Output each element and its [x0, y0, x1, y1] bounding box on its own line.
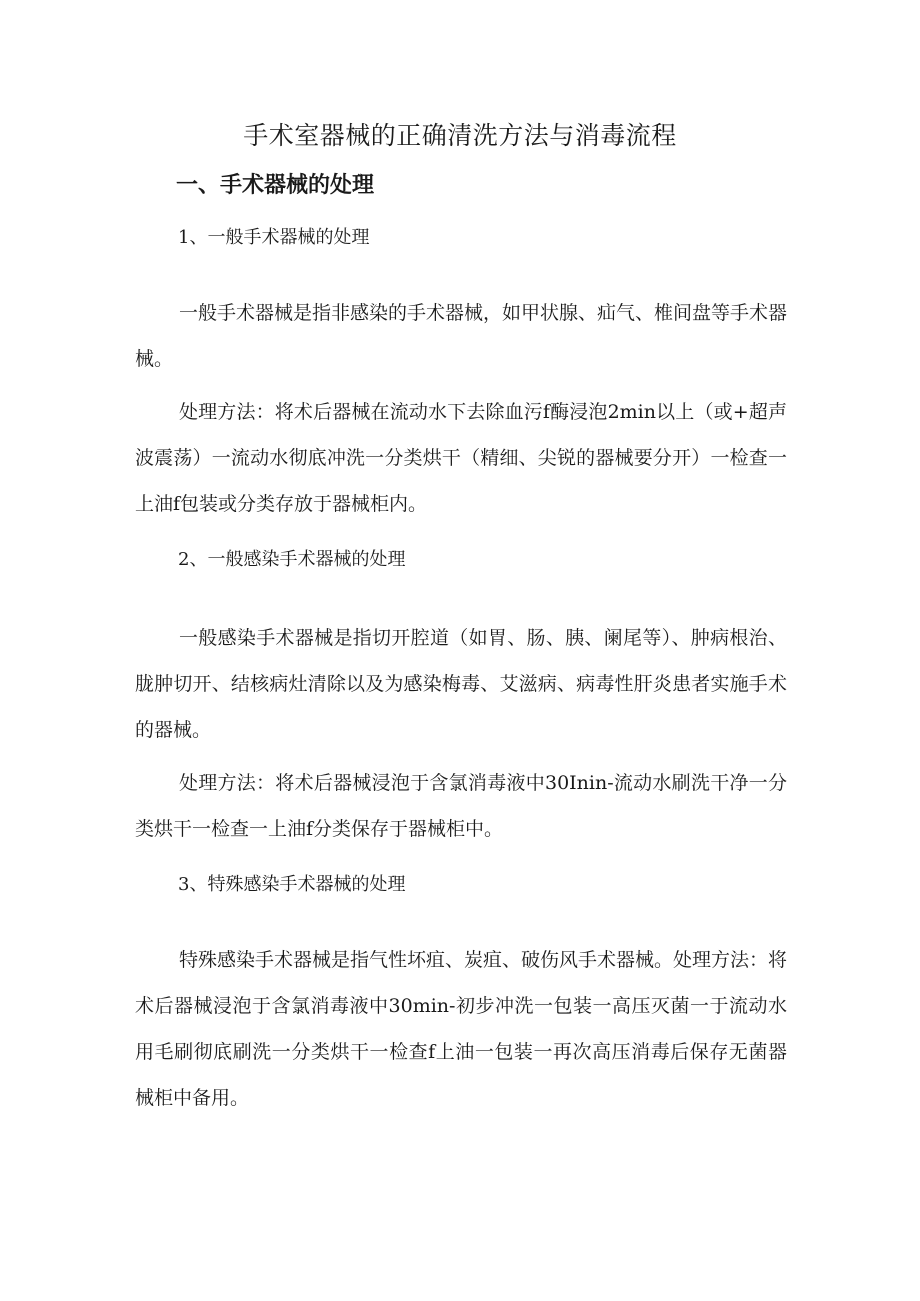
document-title: 手术室器械的正确清洗方法与消毒流程	[243, 121, 677, 150]
subsection-heading: 3、特殊感染手术器械的处理	[178, 874, 406, 895]
subsection-heading: 2、一般感染手术器械的处理	[178, 549, 406, 570]
paragraph: 一般感染手术器械是指切开腔道（如胃、肠、胰、阑尾等）、肿病根治、胧肿切开、结核病灶清除以及为感染梅毒、艾滋病、病毒性肝炎患者实施手术的器械。	[135, 627, 787, 741]
paragraph: 处理方法：将术后器械在流动水下去除血污f酶浸泡2min以上（或+超声波震荡）一流动水彻底冲洗一分类烘干（精细、尖锐的器械要分开）一检查一上油f包装或分类存放于器械柜内。	[135, 401, 787, 515]
subsection-heading: 1、一般手术器械的处理	[178, 227, 370, 248]
paragraph: 处理方法：将术后器械浸泡于含氯消毒液中30Inin-流动水刷洗干净一分类烘干一检查一上油f分类保存于器械柜中。	[135, 772, 787, 840]
paragraph: 一般手术器械是指非感染的手术器械，如甲状腺、疝气、椎间盘等手术器械。	[135, 302, 788, 370]
paragraph: 特殊感染手术器械是指气性坏疽、炭疽、破伤风手术器械。处理方法：将术后器械浸泡于含氯消毒液中30min-初步冲洗一包装一高压灭菌一于流动水用毛刷彻底刷洗一分类烘干一检查f上油一包装一再次高压消毒后保存无菌器械柜中备用。	[135, 949, 788, 1109]
section-heading: 一、手术器械的处理	[176, 173, 375, 198]
